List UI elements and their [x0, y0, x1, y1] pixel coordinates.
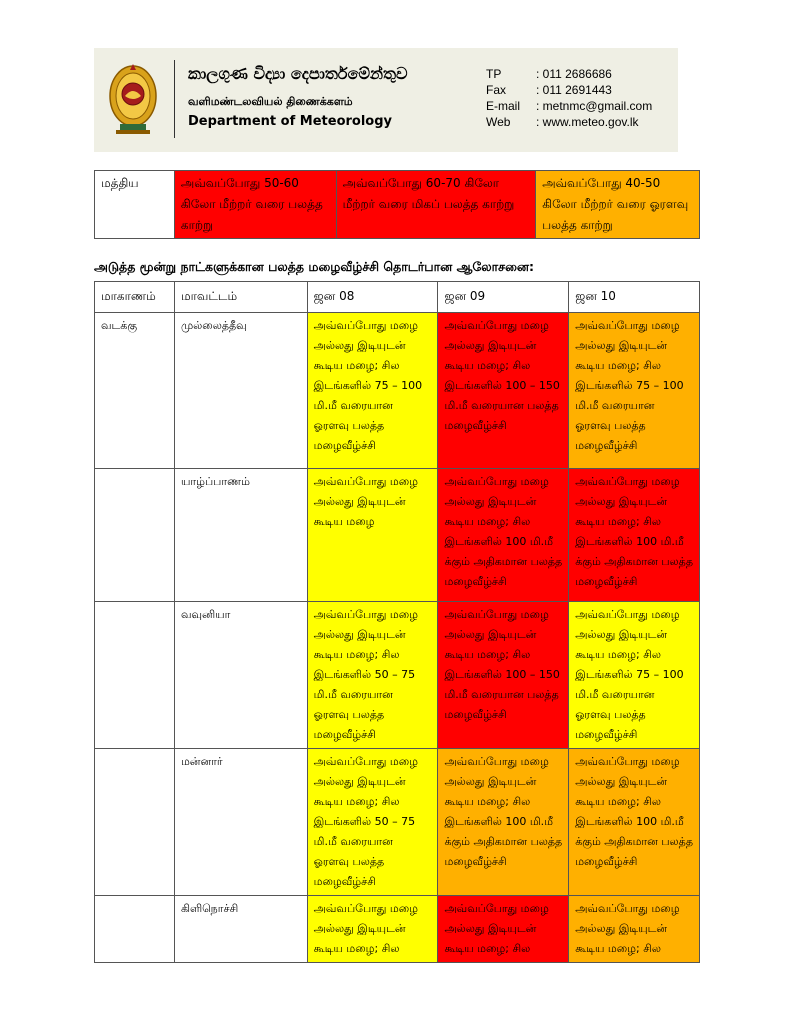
table-row [95, 171, 700, 239]
contact-label: Fax [486, 83, 507, 97]
contact-row [486, 66, 652, 82]
district-cell: கிளிநொச்சி [174, 896, 307, 963]
contact-value: : www.meteo.gov.lk [536, 115, 639, 129]
forecast-cell: அவ்வப்போது மழை அல்லது இடியுடன் கூடிய மழை; சில இடங்களில் 100 – 150 மி.மீ வரையான பலத்த மழைவீழ்ச்சி [438, 313, 569, 469]
forecast-cell: அவ்வப்போது மழை அல்லது இடியுடன் கூடிய மழை; சில [307, 896, 438, 963]
contact-value: : 011 2686686 [536, 67, 612, 81]
contact-row [486, 114, 652, 130]
contact-value: : metnmc@gmail.com [536, 99, 653, 113]
district-cell: வவுனியா [174, 602, 307, 749]
province-cell [95, 896, 175, 963]
wind-province: மத்திய [95, 171, 175, 239]
wind-cell: அவ்வப்போது 40-50 கிலோ மீற்றர் வரை ஓரளவு பலத்த காற்று [536, 171, 700, 239]
header-divider [174, 60, 175, 138]
forecast-cell: அவ்வப்போது மழை அல்லது இடியுடன் கூடிய மழை; சில இடங்களில் 100 மி.மீ க்கும் அதிகமான பலத்த மழைவீழ்ச்சி [569, 749, 700, 896]
forecast-cell: அவ்வப்போது மழை அல்லது இடியுடன் கூடிய மழை [307, 469, 438, 602]
forecast-cell: அவ்வப்போது மழை அல்லது இடியுடன் கூடிய மழை; சில இடங்களில் 100 – 150 மி.மீ வரையான பலத்த மழைவீழ்ச்சி [438, 602, 569, 749]
forecast-cell: அவ்வப்போது மழை அல்லது இடியுடன் கூடிய மழை; சில இடங்களில் 75 – 100 மி.மீ வரையான ஓரளவு பலத்த மழைவீழ்ச்சி [569, 313, 700, 469]
table-row [95, 469, 700, 602]
wind-advisory-table [94, 170, 700, 239]
wind-cell: அவ்வப்போது 50-60 கிலோ மீற்றர் வரை பலத்த காற்று [174, 171, 336, 239]
contact-block [486, 66, 652, 130]
letterhead [94, 48, 678, 152]
province-cell [95, 602, 175, 749]
province-cell [95, 469, 175, 602]
district-cell: மன்னார் [174, 749, 307, 896]
title-sinhala: කාලගුණ විද්‍යා දෙපාර්තමේන්තුව [188, 64, 408, 83]
header-day3: ஜன 10 [569, 282, 700, 313]
contact-label: TP [486, 67, 502, 81]
title-tamil: வளிமண்டலவியல் திணைக்களம் [188, 95, 353, 108]
forecast-cell: அவ்வப்போது மழை அல்லது இடியுடன் கூடிய மழை; சில இடங்களில் 75 – 100 மி.மீ வரையான ஓரளவு பலத்த மழைவீழ்ச்சி [307, 313, 438, 469]
contact-row [486, 98, 652, 114]
contact-label: Web [486, 115, 511, 129]
forecast-cell: அவ்வப்போது மழை அல்லது இடியுடன் கூடிய மழை; சில இடங்களில் 100 மி.மீ க்கும் அதிகமான பலத்த மழைவீழ்ச்சி [438, 749, 569, 896]
forecast-cell: அவ்வப்போது மழை அல்லது இடியுடன் கூடிய மழை; சில [569, 896, 700, 963]
header-day2: ஜன 09 [438, 282, 569, 313]
contact-label: E-mail [486, 99, 521, 113]
forecast-cell: அவ்வப்போது மழை அல்லது இடியுடன் கூடிய மழை; சில இடங்களில் 50 – 75 மி.மீ வரையான ஓரளவு பலத்த மழைவீழ்ச்சி [307, 602, 438, 749]
header-province: மாகாணம் [95, 282, 175, 313]
forecast-cell: அவ்வப்போது மழை அல்லது இடியுடன் கூடிய மழை; சில இடங்களில் 100 மி.மீ க்கும் அதிகமான பலத்த மழைவீழ்ச்சி [569, 469, 700, 602]
district-cell: யாழ்ப்பாணம் [174, 469, 307, 602]
table-header-row [95, 282, 700, 313]
table-row [95, 602, 700, 749]
contact-value: : 011 2691443 [536, 83, 612, 97]
forecast-cell: அவ்வப்போது மழை அல்லது இடியுடன் கூடிய மழை; சில இடங்களில் 100 மி.மீ க்கும் அதிகமான பலத்த மழைவீழ்ச்சி [438, 469, 569, 602]
header-district: மாவட்டம் [174, 282, 307, 313]
table-row [95, 313, 700, 469]
district-cell: முல்லைத்தீவு [174, 313, 307, 469]
national-emblem-icon [108, 60, 158, 136]
table-row [95, 749, 700, 896]
header-day1: ஜன 08 [307, 282, 438, 313]
forecast-cell: அவ்வப்போது மழை அல்லது இடியுடன் கூடிய மழை; சில [438, 896, 569, 963]
contact-row [486, 82, 652, 98]
wind-cell: அவ்வப்போது 60-70 கிலோ மீற்றர் வரை மிகப் பலத்த காற்று [336, 171, 536, 239]
section-title: அடுத்த மூன்று நாட்களுக்கான பலத்த மழைவீழ்ச்சி தொடர்பான ஆலோசனை: [94, 259, 535, 274]
province-cell: வடக்கு [95, 313, 175, 469]
province-cell [95, 749, 175, 896]
title-english: Department of Meteorology [188, 114, 393, 129]
forecast-cell: அவ்வப்போது மழை அல்லது இடியுடன் கூடிய மழை; சில இடங்களில் 50 – 75 மி.மீ வரையான ஓரளவு பலத்த மழைவீழ்ச்சி [307, 749, 438, 896]
rainfall-advisory-table [94, 281, 700, 963]
forecast-cell: அவ்வப்போது மழை அல்லது இடியுடன் கூடிய மழை; சில இடங்களில் 75 – 100 மி.மீ வரையான ஓரளவு பலத்த மழைவீழ்ச்சி [569, 602, 700, 749]
table-row [95, 896, 700, 963]
